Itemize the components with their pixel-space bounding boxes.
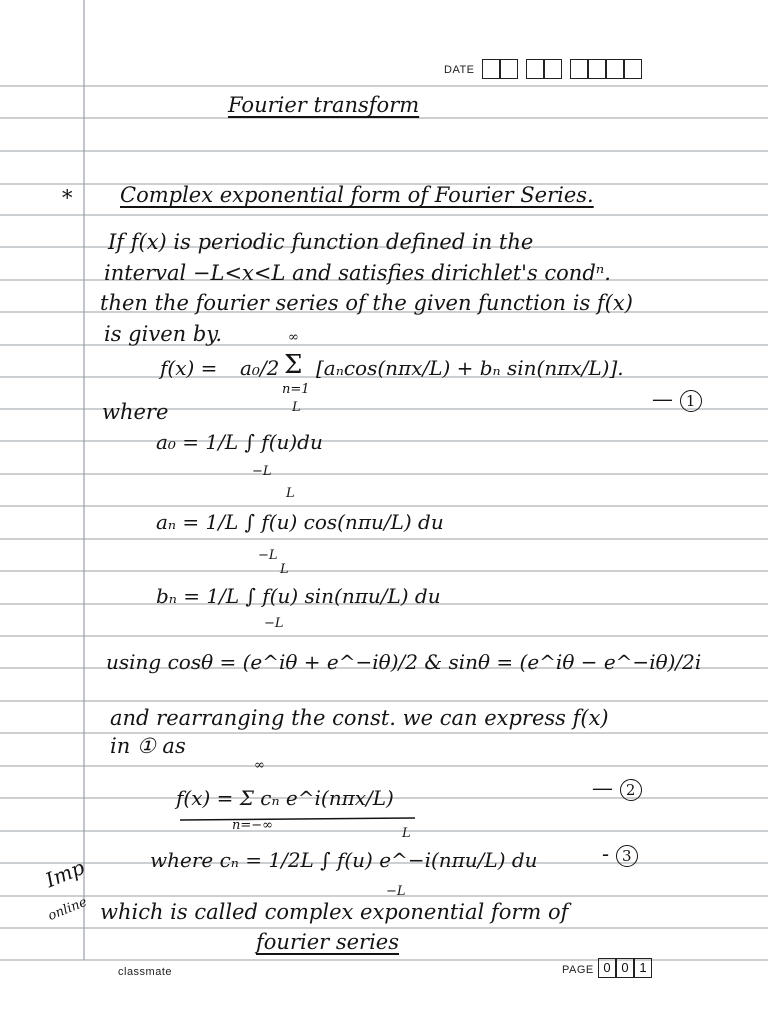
eq3-upper-limit: L (402, 826, 411, 841)
eq1-sum-symbol: Σ (284, 350, 303, 380)
eq2-tag: — 2 (592, 776, 642, 801)
eq2-formula: f(x) = Σ cₙ e^i(nπx/L) (176, 786, 394, 810)
eq1-lhs: f(x) = (160, 356, 218, 380)
an-formula: aₙ = 1/L ∫ f(u) cos(nπu/L) du (156, 510, 444, 534)
margin-note-online: online (46, 894, 90, 924)
eq3-lower-limit: −L (386, 884, 406, 899)
page-digit: 0 (598, 958, 616, 978)
paragraph-line-3: then the fourier series of the given function is f(x) (100, 291, 633, 315)
section-heading: Complex exponential form of Fourier Series. (120, 183, 594, 207)
eq1-tag-number: 1 (680, 390, 702, 412)
page-digit: 0 (616, 958, 634, 978)
eq1-body: [aₙcos(nπx/L) + bₙ sin(nπx/L)]. (316, 356, 624, 380)
page-title: Fourier transform (228, 93, 420, 117)
brand-label: classmate (118, 966, 173, 978)
paragraph-line-2: interval −L<x<L and satisfies dirichlet's condⁿ. (104, 261, 611, 285)
eq1-a0-half: a₀/2 (240, 356, 280, 380)
eq2-tag-number: 2 (620, 779, 642, 801)
date-boxes (482, 59, 642, 79)
eq3-formula: where cₙ = 1/2L ∫ f(u) e^−i(nπu/L) du (150, 848, 538, 872)
eq1-sum-lower: n=1 (282, 382, 310, 397)
page-label: PAGE (562, 964, 594, 976)
a0-formula: a₀ = 1/L ∫ f(u)du (156, 430, 323, 454)
conclusion-line-2: fourier series (256, 930, 400, 954)
a0-upper-limit: L (292, 400, 301, 415)
where-label: where (102, 400, 169, 424)
an-upper-limit: L (286, 486, 295, 501)
bn-upper-limit: L (280, 562, 289, 577)
using-identities: using cosθ = (e^iθ + e^−iθ)/2 & sinθ = (e^iθ − e^−iθ)/2i (106, 650, 702, 674)
paragraph-line-4: is given by. (104, 322, 223, 346)
eq1-tag: — 1 (652, 387, 702, 412)
eq3-tag: - 3 (602, 842, 638, 867)
paragraph-line-1: If f(x) is periodic function defined in the (108, 230, 534, 254)
conclusion-line-1: which is called complex exponential form of (100, 900, 569, 924)
a0-lower-limit: −L (252, 464, 272, 479)
rearrange-line-1: and rearranging the const. we can express f(x) (110, 706, 609, 730)
bn-lower-limit: −L (264, 616, 284, 631)
rearrange-line-2: in ① as (110, 734, 186, 758)
bn-formula: bₙ = 1/L ∫ f(u) sin(nπu/L) du (156, 584, 441, 608)
date-label: DATE (444, 64, 475, 76)
margin-note-imp: Imp (42, 855, 88, 893)
eq3-tag-number: 3 (616, 845, 638, 867)
eq1-sum-upper: ∞ (288, 330, 299, 345)
page-digit: 1 (634, 958, 652, 978)
eq2-sum-lower: n=−∞ (232, 818, 273, 833)
eq2-sum-upper: ∞ (254, 758, 265, 773)
star-marker: * (62, 186, 73, 210)
an-lower-limit: −L (258, 548, 278, 563)
page-number-boxes (598, 958, 652, 978)
